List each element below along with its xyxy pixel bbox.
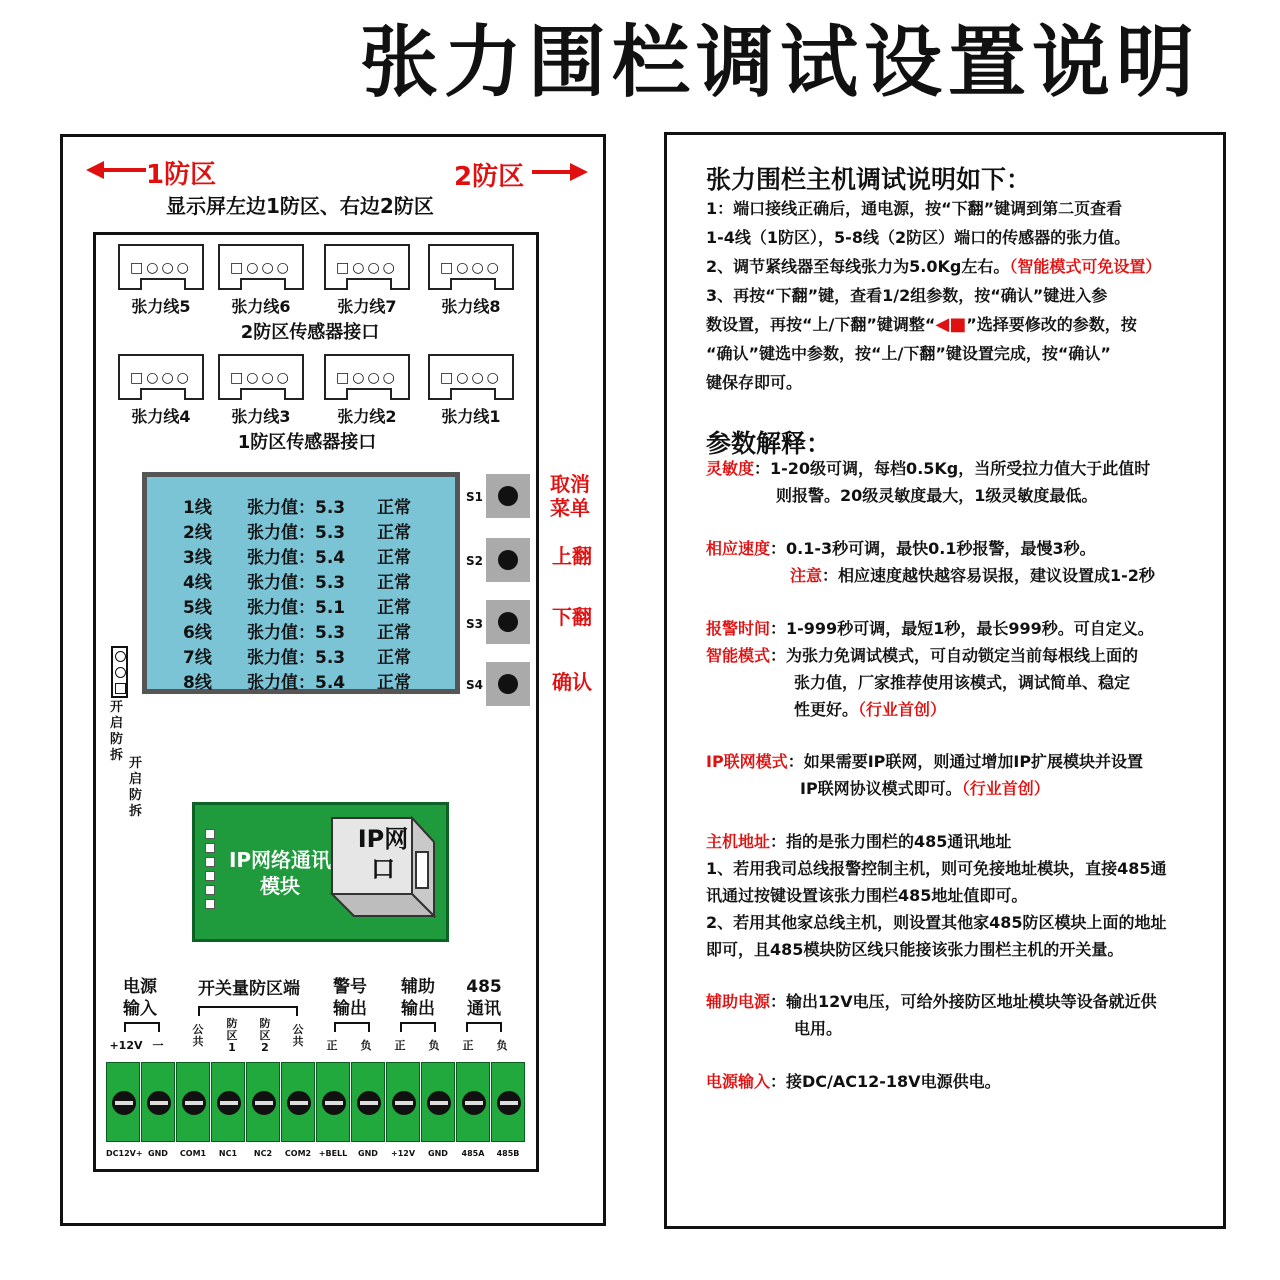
s2-button[interactable]: [486, 538, 530, 582]
rs485-label: 485通讯: [466, 977, 502, 1019]
connector-tab: [450, 388, 496, 400]
connector-label: 张力线8: [441, 297, 501, 316]
connector-label: 张力线2: [337, 407, 397, 426]
connector-line7: [324, 244, 410, 290]
screw-slot: [360, 1101, 378, 1105]
connector-label: 张力线4: [131, 407, 191, 426]
connector-label: 张力线6: [231, 297, 291, 316]
param-text-cont: 电用。: [794, 1019, 843, 1038]
screw-icon: [427, 1091, 451, 1115]
lcd-value: 张力值：5.4: [247, 548, 346, 568]
module-pin: [205, 885, 215, 895]
param-text-cont: 则报警。20级灵敏度最大，1级灵敏度最低。: [776, 486, 1098, 505]
screw-slot: [220, 1101, 238, 1105]
terminal-name: GND: [358, 1149, 378, 1158]
param-ip-mode: [706, 747, 1143, 776]
connector-label: 张力线7: [337, 297, 397, 316]
terminal-name: GND: [428, 1149, 448, 1158]
connector-pins: □○○○: [130, 260, 192, 276]
rs485-bracket: [466, 1022, 502, 1032]
terminal-name: COM1: [179, 1149, 207, 1158]
param-aux-power: [706, 987, 1157, 1016]
instructions-heading: 张力围栏主机调试说明如下：: [706, 165, 1032, 194]
connector-tab: [450, 278, 496, 290]
connector-pins: □○○○: [230, 260, 292, 276]
terminal-name: 485B: [496, 1149, 520, 1158]
param-label: 辅助电源: [706, 992, 771, 1011]
display-note: 显示屏左边1防区、右边2防区: [166, 194, 434, 218]
connector-pins: □○○○: [440, 260, 502, 276]
connector-line6: [218, 244, 304, 290]
connector-tab: [346, 278, 392, 290]
step-line: [706, 310, 1137, 339]
param-text-cont: [794, 695, 946, 724]
connector-line4: [118, 354, 204, 400]
param-text-cont: 张力值，厂家推荐使用该模式，调试简单、稳定: [794, 673, 1131, 692]
lcd-value: 张力值：5.3: [247, 623, 346, 643]
connector-line5: [118, 244, 204, 290]
page-up-label: 上翻: [552, 544, 592, 568]
connector-line3: [218, 354, 304, 400]
connector-label: 张力线3: [231, 407, 291, 426]
param-power-input: [706, 1067, 1001, 1096]
alarm-bracket: [334, 1022, 370, 1032]
param-text: 性更好。: [794, 700, 859, 719]
step-line: 1-4线（1防区），5-8线（2防区）端口的传感器的张力值。: [706, 228, 1131, 247]
connector-line1: [428, 354, 514, 400]
s3-label: S3: [466, 617, 483, 631]
param-text: ：1-20级可调，每档0.5Kg，当所受拉力值大于此值时: [754, 459, 1151, 478]
note-label: 注意: [790, 566, 823, 585]
tamper-jumper: [111, 646, 128, 698]
terminal-com2[interactable]: [281, 1062, 315, 1142]
terminal-com1[interactable]: [176, 1062, 210, 1142]
terminal-name: GND: [148, 1149, 168, 1158]
connector-line2: [324, 354, 410, 400]
terminal-sub-label: 公共: [292, 1023, 304, 1048]
zone2-sensor-group-label: 2防区传感器接口: [240, 322, 380, 343]
module-pin: [205, 871, 215, 881]
terminal-name: NC1: [218, 1149, 238, 1158]
terminal-sub-label: 防区2: [259, 1017, 271, 1054]
screw-slot: [115, 1101, 133, 1105]
param-sensitivity: [706, 454, 1150, 483]
param-alarm-time: [706, 614, 1154, 643]
lcd-status: 正常: [377, 673, 411, 693]
terminal-sub-label: 防区1: [226, 1017, 238, 1054]
screw-icon: [322, 1091, 346, 1115]
step-line: “确认”键选中参数，按“上/下翻”键设置完成，按“确认”: [706, 344, 1111, 363]
ip-port-label: IP网口: [357, 825, 409, 883]
terminal-dc12v[interactable]: [106, 1062, 140, 1142]
step-line: [706, 252, 1161, 281]
param-text: ：0.1-3秒可调，最快0.1秒报警，最慢3秒。: [770, 539, 1096, 558]
terminal-name: NC2: [253, 1149, 273, 1158]
screw-slot: [150, 1101, 168, 1105]
lcd-line: 3线: [183, 548, 212, 568]
terminal-name: +BELL: [318, 1149, 348, 1158]
param-label: IP联网模式: [706, 752, 788, 771]
industry-first-tag: （行业首创）: [961, 779, 1050, 798]
lcd-line: 2线: [183, 523, 212, 543]
step-text: ”选择要修改的参数，按: [966, 315, 1137, 334]
terminal-bell-gnd[interactable]: [351, 1062, 385, 1142]
lcd-status: 正常: [377, 623, 411, 643]
terminal-gnd[interactable]: [141, 1062, 175, 1142]
lcd-status: 正常: [377, 548, 411, 568]
connector-pins: □○○○: [440, 370, 502, 386]
connector-label: 张力线1: [441, 407, 501, 426]
terminal-485a[interactable]: [456, 1062, 490, 1142]
param-text: ：如果需要IP联网，则通过增加IP扩展模块并设置: [787, 752, 1144, 771]
step-line: 键保存即可。: [706, 373, 803, 392]
address-line: 即可，且485模块防区线只能接该张力围栏主机的开关量。: [706, 940, 1124, 959]
param-text-cont: [800, 774, 1050, 803]
screw-icon: [392, 1091, 416, 1115]
terminal-sub-label: 公共: [192, 1023, 204, 1048]
params-heading: 参数解释：: [706, 429, 832, 458]
connector-label: 张力线5: [131, 297, 191, 316]
lcd-status: 正常: [377, 648, 411, 668]
lcd-line: 6线: [183, 623, 212, 643]
terminal-name: DC12V+: [106, 1149, 143, 1158]
tamper-label-2: 开启防拆: [129, 756, 143, 819]
terminal-name: 485A: [461, 1149, 485, 1158]
screw-icon: [182, 1091, 206, 1115]
screw-slot: [465, 1101, 483, 1105]
button-knob: [498, 486, 518, 506]
module-pin: [205, 899, 215, 909]
screw-icon: [112, 1091, 136, 1115]
param-label: 灵敏度: [706, 459, 755, 478]
screw-icon: [252, 1091, 276, 1115]
industry-first-tag: （行业首创）: [858, 700, 947, 719]
param-address: [706, 827, 1011, 856]
lcd-status: 正常: [377, 598, 411, 618]
terminal-name: COM2: [284, 1149, 312, 1158]
connector-pins: □○○○: [230, 370, 292, 386]
screw-slot: [325, 1101, 343, 1105]
step-line: 3、再按“下翻”键，查看1/2组参数，按“确认”键进入参: [706, 286, 1108, 305]
lcd-status: 正常: [377, 498, 411, 518]
connector-tab: [140, 278, 186, 290]
screw-icon: [287, 1091, 311, 1115]
jumper-pin: [115, 651, 126, 662]
button-knob: [498, 612, 518, 632]
power-input-label: 电源输入: [123, 977, 157, 1019]
address-line: 1、若用我司总线报警控制主机，则可免接地址模块，直接485通: [706, 859, 1167, 878]
right-arrow-icon: [570, 163, 588, 181]
lcd-value: 张力值：5.3: [247, 573, 346, 593]
page-title: 张力围栏调试设置说明: [360, 18, 1201, 108]
s3-button[interactable]: [486, 600, 530, 644]
screw-icon: [462, 1091, 486, 1115]
param-text: IP联网协议模式即可。: [800, 779, 962, 798]
aux-bracket: [400, 1022, 436, 1032]
terminal-sub-label: 一: [152, 1039, 164, 1052]
terminal-sub-label: 负: [428, 1039, 440, 1052]
left-arrow-icon: ◀■: [935, 314, 967, 335]
param-label: 主机地址: [706, 832, 771, 851]
aux-output-label: 辅助输出: [401, 977, 435, 1019]
screw-icon: [217, 1091, 241, 1115]
param-smart-mode: [706, 641, 1138, 670]
connector-tab: [240, 278, 286, 290]
jumper-pin: [115, 667, 126, 678]
screw-slot: [395, 1101, 413, 1105]
s4-label: S4: [466, 678, 483, 692]
param-note: [790, 561, 1155, 590]
note-text: ：相应速度越快越容易误报，建议设置成1-2秒: [822, 566, 1155, 585]
param-label: 电源输入: [706, 1072, 771, 1091]
screw-slot: [185, 1101, 203, 1105]
lcd-status: 正常: [377, 573, 411, 593]
lcd-value: 张力值：5.3: [247, 648, 346, 668]
lcd-line: 1线: [183, 498, 212, 518]
step-text: 2、调节紧线器至每线张力为5.0Kg左右。: [706, 257, 1010, 276]
screw-slot: [255, 1101, 273, 1105]
terminal-bell[interactable]: [316, 1062, 350, 1142]
screw-slot: [500, 1101, 518, 1105]
param-text: ：输出12V电压，可给外接防区地址模块等设备就近供: [770, 992, 1157, 1011]
connector-pins: □○○○: [336, 370, 398, 386]
smart-mode-note: （智能模式可免设置）: [1009, 257, 1162, 276]
right-arrow-line: [532, 170, 572, 174]
s2-label: S2: [466, 554, 483, 568]
page-down-label: 下翻: [552, 605, 592, 629]
lcd-display: [142, 472, 460, 694]
terminal-nc2[interactable]: [246, 1062, 280, 1142]
ip-module-label: IP网络通讯模块: [228, 848, 332, 898]
param-text: ：为张力免调试模式，可自动锁定当前每根线上面的: [770, 646, 1139, 665]
lcd-value: 张力值：5.3: [247, 498, 346, 518]
connector-line8: [428, 244, 514, 290]
param-label: 报警时间: [706, 619, 771, 638]
s1-button[interactable]: [486, 474, 530, 518]
param-text: ：接DC/AC12-18V电源供电。: [770, 1072, 1001, 1091]
terminal-sub-label: 负: [496, 1039, 508, 1052]
button-knob: [498, 550, 518, 570]
terminal-sub-label: 正: [326, 1039, 338, 1052]
lcd-line: 7线: [183, 648, 212, 668]
connector-pins: □○○○: [336, 260, 398, 276]
switch-zone-label: 开关量防区端: [198, 979, 300, 999]
lcd-value: 张力值：5.3: [247, 523, 346, 543]
lcd-line: 5线: [183, 598, 212, 618]
connector-tab: [346, 388, 392, 400]
terminal-485b[interactable]: [491, 1062, 525, 1142]
switch-bracket: [198, 1006, 298, 1016]
terminal-sub-label: +12V: [109, 1039, 143, 1052]
terminal-sub-label: 正: [462, 1039, 474, 1052]
tamper-label-1: 开启防拆: [110, 700, 124, 763]
step-line: 1：端口接线正确后，通电源，按“下翻”键调到第二页查看: [706, 199, 1123, 218]
address-line: 2、若用其他家总线主机，则设置其他家485防区模块上面的地址: [706, 913, 1167, 932]
cancel-menu-label: 取消菜单: [550, 472, 590, 520]
left-arrow-line: [102, 168, 146, 172]
alarm-output-label: 警号输出: [333, 977, 367, 1019]
connector-tab: [240, 388, 286, 400]
address-line: 讯通过按键设置该张力围栏485地址值即可。: [706, 886, 1028, 905]
terminal-name: +12V: [390, 1149, 416, 1158]
param-text: ：指的是张力围栏的485通讯地址: [770, 832, 1012, 851]
module-pin: [205, 857, 215, 867]
connector-pins: □○○○: [130, 370, 192, 386]
confirm-label: 确认: [552, 670, 592, 694]
param-speed: [706, 534, 1096, 563]
s1-label: S1: [466, 490, 483, 504]
button-knob: [498, 674, 518, 694]
param-text: ：1-999秒可调，最短1秒，最长999秒。可自定义。: [770, 619, 1154, 638]
lcd-value: 张力值：5.4: [247, 673, 346, 693]
power-bracket: [124, 1022, 160, 1032]
screw-slot: [430, 1101, 448, 1105]
lcd-status: 正常: [377, 523, 411, 543]
terminal-aux-gnd[interactable]: [421, 1062, 455, 1142]
param-label: 智能模式: [706, 646, 771, 665]
terminal-aux12v[interactable]: [386, 1062, 420, 1142]
module-pin: [205, 829, 215, 839]
lcd-line: 8线: [183, 673, 212, 693]
jumper-pin: [115, 683, 126, 694]
screw-icon: [497, 1091, 521, 1115]
screw-icon: [147, 1091, 171, 1115]
zone1-sensor-group-label: 1防区传感器接口: [237, 432, 377, 453]
terminal-sub-label: 负: [360, 1039, 372, 1052]
module-pin: [205, 843, 215, 853]
step-text: 数设置，再按“上/下翻”键调整“: [706, 315, 936, 334]
zone1-label: 1防区: [146, 160, 217, 190]
param-label: 相应速度: [706, 539, 771, 558]
lcd-value: 张力值：5.1: [247, 598, 346, 618]
screw-slot: [290, 1101, 308, 1105]
lcd-line: 4线: [183, 573, 212, 593]
screw-icon: [357, 1091, 381, 1115]
s4-button[interactable]: [486, 662, 530, 706]
terminal-sub-label: 正: [394, 1039, 406, 1052]
terminal-nc1[interactable]: [211, 1062, 245, 1142]
connector-tab: [140, 388, 186, 400]
zone2-label: 2防区: [454, 162, 525, 192]
